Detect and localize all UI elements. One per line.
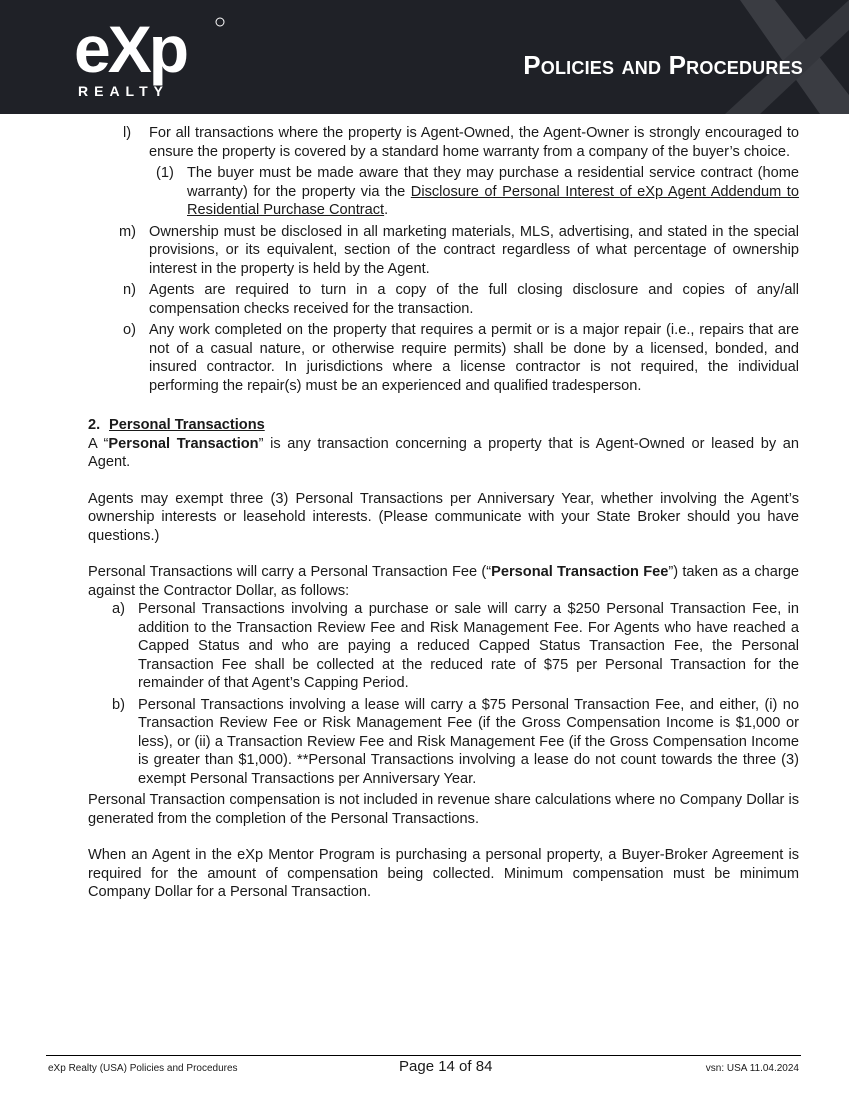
list-marker: m) <box>119 223 137 240</box>
mentor-paragraph: When an Agent in the eXp Mentor Program is purchasing a personal property, a Buyer-Broker Agreement is required for the amount of compensation being collected. Minimum compensation must be minimum Company Dollar for a Personal Transaction. <box>88 847 799 900</box>
svg-text:REALTY: REALTY <box>78 83 169 99</box>
list-item <box>88 223 799 279</box>
exemption-paragraph: Agents may exempt three (3) Personal Transactions per Anniversary Year, whether involving the Agent’s ownership interests or leasehold interests. (Please communicate with your State Broker should you have questions.) <box>88 490 799 544</box>
document-body <box>88 124 799 902</box>
list-item-text: Any work completed on the property that requires a permit or is a major repair (i.e., repairs that are not of a casual nature, or otherwise require permits) shall be done by a licensed, bonded, and insured contractor. In jurisdictions where a license contractor is not required, the individual performing the repair(s) must be an experienced and qualified tradesperson. <box>149 322 799 394</box>
svg-text:eXp: eXp <box>74 14 187 86</box>
list-item-text: Agents are required to turn in a copy of the full closing disclosure and copies of any/all compensation checks received for the transaction. <box>149 282 799 317</box>
fee-paragraph: Personal Transactions will carry a Personal Transaction Fee (“Personal Transaction Fee”) taken as a charge against the Contractor Dollar, as follows: <box>88 564 799 599</box>
addendum-link[interactable]: Disclosure of Personal Interest of eXp Agent Addendum to Residential Purchase Contract <box>187 183 799 218</box>
definition-paragraph: A “Personal Transaction” is any transaction concerning a property that is Agent-Owned or leased by an Agent. <box>88 435 800 470</box>
exp-realty-logo <box>74 14 234 104</box>
list-item <box>88 321 799 395</box>
footer-document-name: eXp Realty (USA) Policies and Procedures <box>48 1063 238 1074</box>
list-item-text: For all transactions where the property is Agent-Owned, the Agent-Owner is strongly encouraged to ensure the property is covered by a standard home warranty from a company of the buyer’s choice. <box>149 125 799 160</box>
sub-list-item-text: The buyer must be made aware that they may purchase a residential service contract (home warranty) for the property via the Disclosure of Personal Interest of eXp Agent Addendum to Residential Purchase Contract. <box>187 165 799 218</box>
footer-divider <box>46 1055 801 1056</box>
sub-list-item <box>88 164 799 220</box>
revenue-share-paragraph: Personal Transaction compensation is not included in revenue share calculations where no Company Dollar is generated from the completion of the Personal Transactions. <box>88 792 799 827</box>
list-marker: (1) <box>156 165 174 181</box>
list-marker: a) <box>112 601 125 617</box>
defined-term: Personal Transaction Fee <box>491 564 669 580</box>
section-title: Personal Transactions <box>109 417 265 433</box>
list-marker: o) <box>123 322 136 338</box>
page-number: Page 14 of 84 <box>399 1058 493 1075</box>
version-label: vsn: USA 11.04.2024 <box>705 1063 799 1074</box>
list-item-text: Personal Transactions involving a lease will carry a $75 Personal Transaction Fee, and either, (i) no Transaction Review Fee or Risk Management Fee (if the Gross Compensation Income is $1,000 or less), or (ii) a Transaction Review Fee and Risk Management Fee (if the Gross Compensation Income is greater than $1,000). **Personal Transactions involving a lease do not count towards the three (3) exempt Personal Transactions per Anniversary Year. <box>138 696 799 787</box>
list-item <box>88 696 799 789</box>
list-item-text: Personal Transactions involving a purchase or sale will carry a $250 Personal Transaction Fee, in addition to the Transaction Review Fee and Risk Management Fee. For Agents who have reached a Capped Status and who are paying a reduced Capped Status Transaction Fee, the Personal Transaction Fee shall be collected at the reduced rate of $75 per Personal Transaction for the remainder of that Agent’s Capping Period. <box>138 601 799 691</box>
list-item <box>88 124 799 161</box>
page-title: Policies and Procedures <box>523 50 803 80</box>
list-item-text: Ownership must be disclosed in all marketing materials, MLS, advertising, and stated in the special provisions, or its equivalent, section of the contract regardless of what percentage of ownership interest in the property is held by the Agent. <box>149 223 799 277</box>
section-heading <box>88 416 799 435</box>
list-item <box>88 600 799 693</box>
list-item <box>88 281 799 318</box>
section-number: 2. <box>88 417 101 433</box>
defined-term: Personal Transaction <box>108 435 259 452</box>
page-header <box>0 0 849 114</box>
list-marker: b) <box>112 696 125 713</box>
list-marker: l) <box>123 125 132 141</box>
list-marker: n) <box>123 282 136 298</box>
